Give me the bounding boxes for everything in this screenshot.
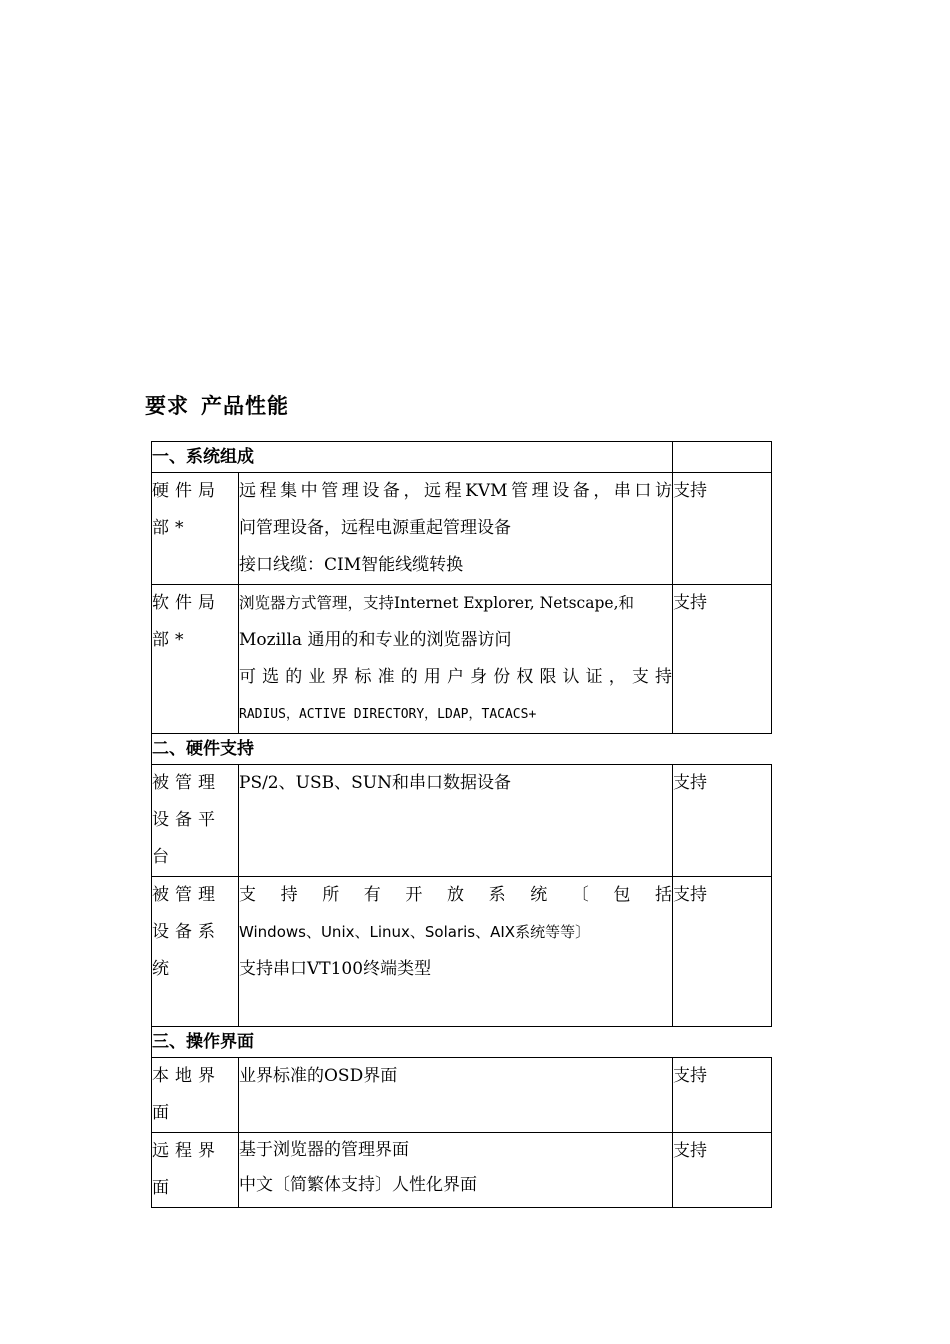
description-line: RADIUS，ACTIVE DIRECTORY，LDAP，TACACS+: [239, 707, 537, 722]
description-line: PS/2、USB、SUN和串口数据设备: [239, 773, 511, 793]
row-description: [239, 1058, 673, 1133]
table-row: [152, 877, 772, 1027]
support-status: 支持: [673, 765, 772, 877]
row-label: 远程界面: [152, 1133, 239, 1208]
row-label: 被管理设备系统: [152, 877, 239, 1027]
row-description: [239, 877, 673, 1027]
title-part-requirement: 要求: [145, 394, 189, 418]
section-heading: 一、系统组成: [152, 442, 673, 473]
table-row: [152, 1058, 772, 1133]
row-label: 被管理设备平台: [152, 765, 239, 877]
empty-cell: [673, 442, 772, 473]
description-line: 可选的业界标准的用户身份权限认证，支持: [239, 667, 672, 687]
section-header-row: [152, 1027, 772, 1058]
description-line: 基于浏览器的管理界面: [239, 1140, 409, 1160]
section-header-row: [152, 734, 772, 765]
row-label: 硬件局部*: [152, 473, 239, 585]
description-line: 远程集中管理设备，远程KVM管理设备，串口访: [239, 481, 672, 501]
title-part-performance: 产品性能: [201, 394, 289, 418]
section-heading: 二、硬件支持: [152, 734, 772, 765]
table-row: [152, 473, 772, 585]
support-status: 支持: [673, 1133, 772, 1208]
support-status: 支持: [673, 473, 772, 585]
spec-table: [151, 441, 772, 1208]
description-line: 支持串口VT100终端类型: [239, 959, 432, 979]
page-title: [145, 390, 289, 420]
table-row: [152, 765, 772, 877]
description-line: 浏览器方式管理，支持Internet Explorer, Netscape,和: [239, 594, 635, 612]
row-description: [239, 473, 673, 585]
support-status: 支持: [673, 585, 772, 734]
description-line: Windows、Unix、Linux、Solaris、AIX系统等等〕: [239, 923, 591, 941]
description-line: 支持所有开放系统〔包括: [239, 885, 672, 905]
row-description: [239, 585, 673, 734]
row-description: [239, 765, 673, 877]
section-header-row: [152, 442, 772, 473]
support-status: 支持: [673, 1058, 772, 1133]
description-line: 中文〔简繁体支持〕人性化界面: [239, 1175, 477, 1195]
row-label: 软件局部*: [152, 585, 239, 734]
row-label: 本地界面: [152, 1058, 239, 1133]
support-status: 支持: [673, 877, 772, 1027]
table-row: [152, 1133, 772, 1208]
description-line: Mozilla 通用的和专业的浏览器访问: [239, 630, 512, 650]
table-row: [152, 585, 772, 734]
description-line: 问管理设备，远程电源重起管理设备: [239, 518, 511, 538]
section-heading: 三、操作界面: [152, 1027, 772, 1058]
row-description: [239, 1133, 673, 1208]
description-line: 接口线缆：CIM智能线缆转换: [239, 555, 464, 575]
description-line: 业界标准的OSD界面: [239, 1066, 398, 1086]
